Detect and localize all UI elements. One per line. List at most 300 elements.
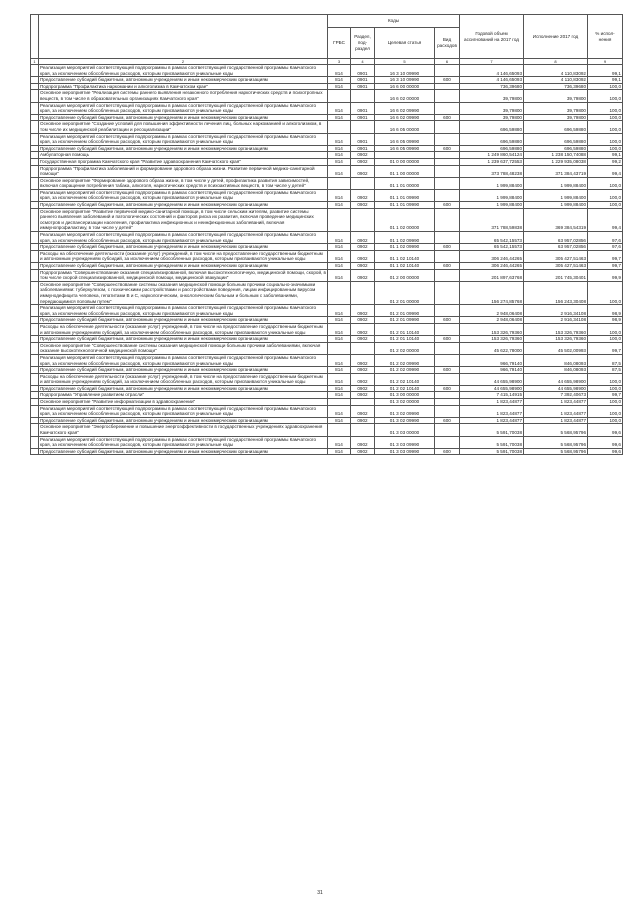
row-expense-type	[435, 83, 460, 90]
row-name: Основное мероприятие "Энергосбережение и повышение энергоэффективности в государственных учреждениях здравоохранения Камчатского края"	[39, 424, 328, 436]
row-grbs: 814	[328, 317, 351, 324]
table-row	[31, 232, 623, 244]
row-approved-amount: 1 239 637,72553	[460, 158, 524, 165]
table-row	[31, 158, 623, 165]
row-index-blank	[31, 189, 39, 201]
row-executed-amount: 2 916,34108	[524, 305, 588, 317]
row-percent: 87,5	[588, 354, 623, 366]
table-row	[31, 392, 623, 399]
row-index-blank	[31, 208, 39, 231]
row-percent: 99,2	[588, 158, 623, 165]
row-percent: 100,0	[588, 133, 623, 145]
row-percent: 100,0	[588, 189, 623, 201]
row-approved-amount: 1 823,44877	[460, 417, 524, 424]
row-index-blank	[31, 417, 39, 424]
row-section: 0902	[351, 158, 375, 165]
row-executed-amount: 1 823,44877	[524, 405, 588, 417]
row-target-article: 01 3 03 00000	[375, 424, 435, 436]
row-index-blank	[31, 385, 39, 392]
row-grbs: 814	[328, 158, 351, 165]
row-index-blank	[31, 145, 39, 152]
index-cell: 5	[375, 59, 435, 65]
row-executed-amount: 39,79800	[524, 102, 588, 114]
row-percent: 99,6	[588, 436, 623, 448]
row-approved-amount: 1 999,88400	[460, 202, 524, 209]
index-cell: 1	[31, 59, 39, 65]
row-section	[351, 281, 375, 304]
index-cell: 9	[588, 59, 623, 65]
table-row	[31, 373, 623, 385]
row-executed-amount: 4 110,83092	[524, 77, 588, 84]
row-percent: 100,0	[588, 83, 623, 90]
row-expense-type: 600	[435, 367, 460, 374]
row-grbs: 814	[328, 367, 351, 374]
row-index-blank	[31, 392, 39, 399]
row-executed-amount: 696,59880	[524, 133, 588, 145]
row-approved-amount: 44 655,98900	[460, 385, 524, 392]
row-index-blank	[31, 177, 39, 189]
row-name: Предоставление субсидий бюджетным, автономным учреждениям и иным некоммерческим организациям	[39, 417, 328, 424]
row-percent: 98,9	[588, 317, 623, 324]
row-index-blank	[31, 336, 39, 343]
row-expense-type	[435, 305, 460, 317]
row-index-blank	[31, 90, 39, 102]
row-executed-amount: 5 568,95796	[524, 436, 588, 448]
row-section: 0901	[351, 65, 375, 77]
row-section: 0901	[351, 145, 375, 152]
row-index-blank	[31, 158, 39, 165]
table-row	[31, 323, 623, 335]
row-target-article: 01 1 01 00000	[375, 177, 435, 189]
row-name: Предоставление субсидий бюджетным, автономным учреждениям и иным некоммерческим организациям	[39, 114, 328, 121]
row-section: 0902	[351, 405, 375, 417]
row-expense-type	[435, 121, 460, 133]
row-target-article: 16 6 05 09990	[375, 133, 435, 145]
row-name: Предоставление субсидий бюджетным, автономным учреждениям и иным некоммерческим организациям	[39, 367, 328, 374]
table-row	[31, 90, 623, 102]
row-expense-type	[435, 436, 460, 448]
row-grbs: 814	[328, 305, 351, 317]
row-approved-amount: 1 823,44877	[460, 399, 524, 406]
row-index-blank	[31, 83, 39, 90]
row-target-article: 01 3 03 09990	[375, 448, 435, 455]
row-target-article: 16 6 02 00000	[375, 90, 435, 102]
row-grbs: 814	[328, 436, 351, 448]
header-section: Раздел, под-раздел	[351, 28, 375, 59]
row-expense-type	[435, 405, 460, 417]
row-grbs: 814	[328, 354, 351, 366]
row-approved-amount: 39,79800	[460, 90, 524, 102]
row-index-blank	[31, 232, 39, 244]
row-grbs	[328, 208, 351, 231]
row-percent: 99,1	[588, 65, 623, 77]
row-percent: 99,4	[588, 208, 623, 231]
row-percent: 100,0	[588, 121, 623, 133]
row-section	[351, 342, 375, 354]
row-expense-type	[435, 399, 460, 406]
row-section	[351, 424, 375, 436]
table-row	[31, 405, 623, 417]
row-target-article: 01 2 02 10140	[375, 373, 435, 385]
row-executed-amount: 369 384,54319	[524, 208, 588, 231]
row-name: Предоставление субсидий бюджетным, автономным учреждениям и иным некоммерческим организациям	[39, 448, 328, 455]
row-name: Расходы на обеспечение деятельности (оказание услуг) учреждений, в том числе на предоставление государственным бюджетным и автономным учреждениям субсидий, за исключением обособленных расходов, которым присваиваются уникальные коды	[39, 323, 328, 335]
row-percent: 100,0	[588, 405, 623, 417]
row-index-blank	[31, 152, 39, 159]
row-name: Основное мероприятие "Формирование здорового образа жизни, в том числе у детей, профилактика развития зависимостей, включая сокращение потребления табака, алкоголя, наркотических средств и психоактивных веществ, в том числе у детей"	[39, 177, 328, 189]
header-name-blank	[39, 15, 328, 59]
row-section: 0901	[351, 133, 375, 145]
row-section: 0902	[351, 354, 375, 366]
row-target-article: 01 1 02 00000	[375, 208, 435, 231]
row-executed-amount: 153 326,79360	[524, 336, 588, 343]
table-row	[31, 424, 623, 436]
row-executed-amount: 7 392,40673	[524, 392, 588, 399]
row-target-article: 01 3 02 00000	[375, 399, 435, 406]
row-name: Реализация мероприятий соответствующей подпрограммы в рамках соответствующей государственной программы Камчатского края, за исключением обособленных расходов, которым присваиваются уникальные коды	[39, 354, 328, 366]
row-target-article: 01 2 02 00000	[375, 342, 435, 354]
row-approved-amount: 39,79800	[460, 114, 524, 121]
row-index-blank	[31, 102, 39, 114]
row-name: Расходы на обеспечение деятельности (оказание услуг) учреждений, в том числе на предоставление государственным бюджетным и автономным учреждениям субсидий, за исключением обособленных расходов, которым присваиваются уникальные коды	[39, 373, 328, 385]
row-executed-amount: 696,59880	[524, 145, 588, 152]
row-index-blank	[31, 263, 39, 270]
row-executed-amount: 371 384,43719	[524, 165, 588, 177]
row-index-blank	[31, 448, 39, 455]
row-executed-amount: 1 999,88400	[524, 189, 588, 201]
table-row	[31, 305, 623, 317]
row-executed-amount: 846,08093	[524, 354, 588, 366]
row-grbs	[328, 399, 351, 406]
row-grbs	[328, 424, 351, 436]
row-section	[351, 208, 375, 231]
row-target-article: 01 1 00 00000	[375, 165, 435, 177]
table-row	[31, 177, 623, 189]
row-section: 0902	[351, 305, 375, 317]
row-name: Предоставление субсидий бюджетным, автономным учреждениям и иным некоммерческим организациям	[39, 336, 328, 343]
table-row	[31, 317, 623, 324]
row-grbs	[328, 281, 351, 304]
row-name: Предоставление субсидий бюджетным, автономным учреждениям и иным некоммерческим организациям	[39, 202, 328, 209]
row-name: Реализация мероприятий соответствующей подпрограммы в рамках соответствующей государственной программы Камчатского края, за исключением обособленных расходов, которым присваиваются уникальные коды	[39, 405, 328, 417]
header-percent: % испол-нения	[588, 15, 623, 59]
row-index-blank	[31, 133, 39, 145]
row-expense-type	[435, 269, 460, 281]
row-approved-amount: 696,59880	[460, 133, 524, 145]
row-name: Реализация мероприятий соответствующей подпрограммы в рамках соответствующей государственной программы Камчатского края, за исключением обособленных расходов, которым присваиваются уникальные коды	[39, 232, 328, 244]
row-name: Подпрограмма "Управление развитием отрасли"	[39, 392, 328, 399]
row-target-article: 01 0 00 00000	[375, 158, 435, 165]
row-section: 0901	[351, 83, 375, 90]
row-section: 0902	[351, 417, 375, 424]
row-section	[351, 177, 375, 189]
table-row	[31, 417, 623, 424]
row-approved-amount: 156 274,85768	[460, 281, 524, 304]
row-expense-type	[435, 232, 460, 244]
row-grbs: 814	[328, 145, 351, 152]
row-target-article: 01 2 01 09990	[375, 305, 435, 317]
row-section: 0902	[351, 263, 375, 270]
row-index-blank	[31, 373, 39, 385]
header-expense: Вид расходов	[435, 28, 460, 59]
row-executed-amount: 45 502,00993	[524, 342, 588, 354]
row-expense-type	[435, 152, 460, 159]
index-cell: 4	[351, 59, 375, 65]
row-section: 0902	[351, 244, 375, 251]
row-name: Предоставление субсидий бюджетным, автономным учреждениям и иным некоммерческим организациям	[39, 317, 328, 324]
row-expense-type	[435, 65, 460, 77]
row-target-article: 16 6 02 09990	[375, 102, 435, 114]
index-cell: 6	[435, 59, 460, 65]
row-target-article: 01 3 00 00000	[375, 392, 435, 399]
row-percent: 99,9	[588, 269, 623, 281]
row-expense-type	[435, 342, 460, 354]
row-name: Основное мероприятие "Развитие информатизации в здравоохранении"	[39, 399, 328, 406]
row-target-article: 01 2 01 09990	[375, 317, 435, 324]
row-target-article: 01 1 02 10140	[375, 250, 435, 262]
row-executed-amount: 2 916,34108	[524, 317, 588, 324]
row-expense-type	[435, 165, 460, 177]
row-index-blank	[31, 399, 39, 406]
row-section: 0902	[351, 436, 375, 448]
row-section: 0902	[351, 448, 375, 455]
row-index-blank	[31, 305, 39, 317]
row-target-article: 16 6 05 09990	[375, 145, 435, 152]
row-index-blank	[31, 436, 39, 448]
header-target: Целевая статья	[375, 28, 435, 59]
row-approved-amount: 2 948,06408	[460, 305, 524, 317]
row-index-blank	[31, 244, 39, 251]
row-approved-amount: 39,79800	[460, 102, 524, 114]
table-row	[31, 152, 623, 159]
row-executed-amount: 63 957,02856	[524, 244, 588, 251]
row-approved-amount: 306 246,44265	[460, 250, 524, 262]
row-name: Основное мероприятие "Реализация системы раннего выявления незаконного потребления наркотических средств и психотропных веществ, в том числе в образовательных организациях Камчатского края"	[39, 90, 328, 102]
row-section: 0902	[351, 189, 375, 201]
row-name: Предоставление субсидий бюджетным, автономным учреждениям и иным некоммерческим организациям	[39, 77, 328, 84]
row-grbs: 814	[328, 114, 351, 121]
row-executed-amount: 1 999,88400	[524, 177, 588, 189]
row-expense-type	[435, 373, 460, 385]
row-approved-amount: 201 897,63768	[460, 269, 524, 281]
index-cell: 3	[328, 59, 351, 65]
row-expense-type: 600	[435, 114, 460, 121]
row-grbs: 814	[328, 202, 351, 209]
row-approved-amount: 2 948,06408	[460, 317, 524, 324]
row-percent: 99,7	[588, 263, 623, 270]
row-executed-amount: 1 823,44877	[524, 417, 588, 424]
row-section: 0902	[351, 323, 375, 335]
row-percent: 100,0	[588, 323, 623, 335]
row-approved-amount: 5 591,70038	[460, 436, 524, 448]
row-target-article: 01 2 02 09990	[375, 367, 435, 374]
row-approved-amount: 5 591,70038	[460, 448, 524, 455]
row-expense-type	[435, 177, 460, 189]
row-percent: 100,0	[588, 90, 623, 102]
row-grbs: 814	[328, 269, 351, 281]
row-name: Подпрограмма "Совершенствование оказания специализированной, включая высокотехнологичную, медицинской помощи, скорой, в том числе скорой специализированной, медицинской помощи, медицинской эвакуации"	[40, 269, 327, 281]
row-grbs: 814	[328, 189, 351, 201]
row-approved-amount: 5 591,70038	[460, 424, 524, 436]
row-expense-type	[435, 133, 460, 145]
row-section	[351, 90, 375, 102]
row-name: Реализация мероприятий соответствующей подпрограммы в рамках соответствующей государственной программы Камчатского края, за исключением обособленных расходов, которым присваиваются уникальные коды	[39, 305, 328, 317]
row-percent: 97,6	[588, 244, 623, 251]
row-grbs: 814	[328, 405, 351, 417]
table-row	[31, 244, 623, 251]
row-index-blank	[31, 77, 39, 84]
row-target-article: 16 3 10 09990	[375, 65, 435, 77]
row-approved-amount: 306 246,44265	[460, 263, 524, 270]
row-grbs: 814	[328, 323, 351, 335]
row-section: 0902	[351, 202, 375, 209]
row-expense-type	[435, 323, 460, 335]
row-index-blank	[31, 121, 39, 133]
row-grbs: 814	[328, 77, 351, 84]
row-section: 0902	[351, 385, 375, 392]
table-row	[31, 436, 623, 448]
row-index-blank	[31, 354, 39, 366]
row-expense-type: 600	[435, 448, 460, 455]
table-row	[31, 165, 623, 177]
header-executed: Исполнение 2017 год	[524, 15, 588, 59]
row-section: 0901	[351, 77, 375, 84]
row-executed-amount: 44 655,98900	[524, 373, 588, 385]
row-grbs: 814	[328, 232, 351, 244]
header-row-top	[31, 15, 623, 28]
row-grbs: 814	[328, 102, 351, 114]
row-section: 0902	[351, 336, 375, 343]
row-approved-amount: 966,79140	[460, 367, 524, 374]
row-grbs	[328, 90, 351, 102]
row-grbs: 814	[328, 373, 351, 385]
row-index-blank	[31, 342, 39, 354]
row-expense-type	[435, 281, 460, 304]
row-index-blank	[31, 317, 39, 324]
table-body	[31, 65, 623, 455]
row-executed-amount: 1 999,88400	[524, 202, 588, 209]
row-section: 0901	[351, 102, 375, 114]
row-percent: 100,0	[588, 145, 623, 152]
row-expense-type	[435, 424, 460, 436]
index-cell: 8	[524, 59, 588, 65]
row-expense-type: 600	[435, 202, 460, 209]
row-grbs	[328, 177, 351, 189]
row-index-blank	[31, 202, 39, 209]
row-target-article: 16 6 00 00000	[375, 83, 435, 90]
table-row	[31, 281, 623, 304]
row-expense-type: 600	[435, 145, 460, 152]
row-expense-type	[435, 158, 460, 165]
row-percent: 99,7	[588, 392, 623, 399]
row-section: 0902	[351, 269, 375, 281]
table-row	[31, 269, 623, 281]
row-target-article: 01 2 01 10140	[375, 336, 435, 343]
row-name: Предоставление субсидий бюджетным, автономным учреждениям и иным некоммерческим организациям	[39, 145, 328, 152]
row-grbs	[328, 342, 351, 354]
page-number: 31	[317, 890, 323, 896]
row-section: 0902	[351, 232, 375, 244]
row-name: Основное мероприятие "Развитие первичной медико-санитарной помощи, в том числе сельским жителям, развитие системы раннего выявления заболеваний и патологических состояний и факторов риска их развития, включая проведение медицинских осмотров и диспансеризации населения, профилактика инфекционных и неинфекционных заболеваний, включая иммунопрофилактику, в том числе у детей"	[39, 208, 328, 231]
row-section: 0902	[351, 373, 375, 385]
row-approved-amount: 1 999,88400	[460, 189, 524, 201]
row-grbs: 814	[328, 263, 351, 270]
row-executed-amount: 39,79800	[524, 90, 588, 102]
row-target-article: 01 3 02 09990	[375, 405, 435, 417]
row-grbs: 814	[328, 250, 351, 262]
row-index-blank	[31, 281, 39, 304]
header-codes: Коды	[328, 15, 460, 28]
row-grbs: 814	[328, 392, 351, 399]
header-grbs: ГРБС	[328, 28, 351, 59]
row-name: Основное мероприятие "Совершенствование системы оказания медицинской помощи больным прочими заболеваниями, включая оказание высокотехнологичной медицинской помощи"	[39, 342, 328, 354]
row-executed-amount: 736,39680	[524, 83, 588, 90]
row-approved-amount: 696,59880	[460, 121, 524, 133]
row-executed-amount: 201 745,30401	[524, 269, 588, 281]
row-approved-amount: 1 999,88400	[460, 177, 524, 189]
row-expense-type	[435, 90, 460, 102]
row-target-article: 16 6 02 09990	[375, 114, 435, 121]
row-executed-amount: 696,59880	[524, 121, 588, 133]
row-approved-amount: 371 788,59838	[460, 208, 524, 231]
row-executed-amount: 1 238 150,74088	[524, 152, 588, 159]
row-section	[351, 399, 375, 406]
row-index-blank	[31, 269, 39, 281]
row-percent: 100,0	[588, 399, 623, 406]
row-target-article: 01 2 02 10140	[375, 385, 435, 392]
row-percent: 99,7	[588, 250, 623, 262]
row-grbs: 814	[328, 385, 351, 392]
row-executed-amount: 44 655,98900	[524, 385, 588, 392]
table-row	[31, 448, 623, 455]
row-name: Реализация мероприятий соответствующей подпрограммы в рамках соответствующей государственной программы Камчатского края, за исключением обособленных расходов, которым присваиваются уникальные коды	[39, 436, 328, 448]
header-approved: Годовой объем ассигнований на 2017 год	[460, 15, 524, 59]
row-target-article: 01 1 01 09990	[375, 189, 435, 201]
table-row	[31, 336, 623, 343]
row-index-blank	[31, 424, 39, 436]
row-target-article: 01 2 01 00000	[375, 281, 435, 304]
row-target-article: 16 3 10 09990	[375, 77, 435, 84]
row-approved-amount: 373 788,48238	[460, 165, 524, 177]
row-executed-amount: 63 957,02856	[524, 232, 588, 244]
row-percent: 100,0	[588, 114, 623, 121]
row-name: Реализация мероприятий соответствующей подпрограммы в рамках соответствующей государственной программы Камчатского края, за исключением обособленных расходов, которым присваиваются уникальные коды	[39, 189, 328, 201]
row-expense-type	[435, 250, 460, 262]
row-approved-amount: 65 542,15573	[460, 232, 524, 244]
row-grbs: 814	[328, 336, 351, 343]
row-expense-type	[435, 354, 460, 366]
row-approved-amount: 153 326,79360	[460, 336, 524, 343]
row-name: Государственная программа Камчатского края "Развитие здравоохранения Камчатского края"	[39, 158, 328, 165]
table-row	[31, 65, 623, 77]
row-percent: 97,6	[588, 232, 623, 244]
row-percent: 99,4	[588, 165, 623, 177]
row-index-blank	[31, 323, 39, 335]
row-target-article: 01 1 01 09990	[375, 202, 435, 209]
row-name: Предоставление субсидий бюджетным, автономным учреждениям и иным некоммерческим организациям	[39, 263, 328, 270]
table-row	[31, 342, 623, 354]
row-percent: 99,1	[588, 77, 623, 84]
row-expense-type: 600	[435, 263, 460, 270]
row-executed-amount: 1 823,44877	[524, 399, 588, 406]
table-row	[31, 133, 623, 145]
row-target-article: 01 1 02 10140	[375, 263, 435, 270]
budget-table	[30, 14, 623, 455]
row-expense-type	[435, 102, 460, 114]
table-row	[31, 385, 623, 392]
index-cell: 2	[39, 59, 328, 65]
row-percent: 99,1	[588, 152, 623, 159]
